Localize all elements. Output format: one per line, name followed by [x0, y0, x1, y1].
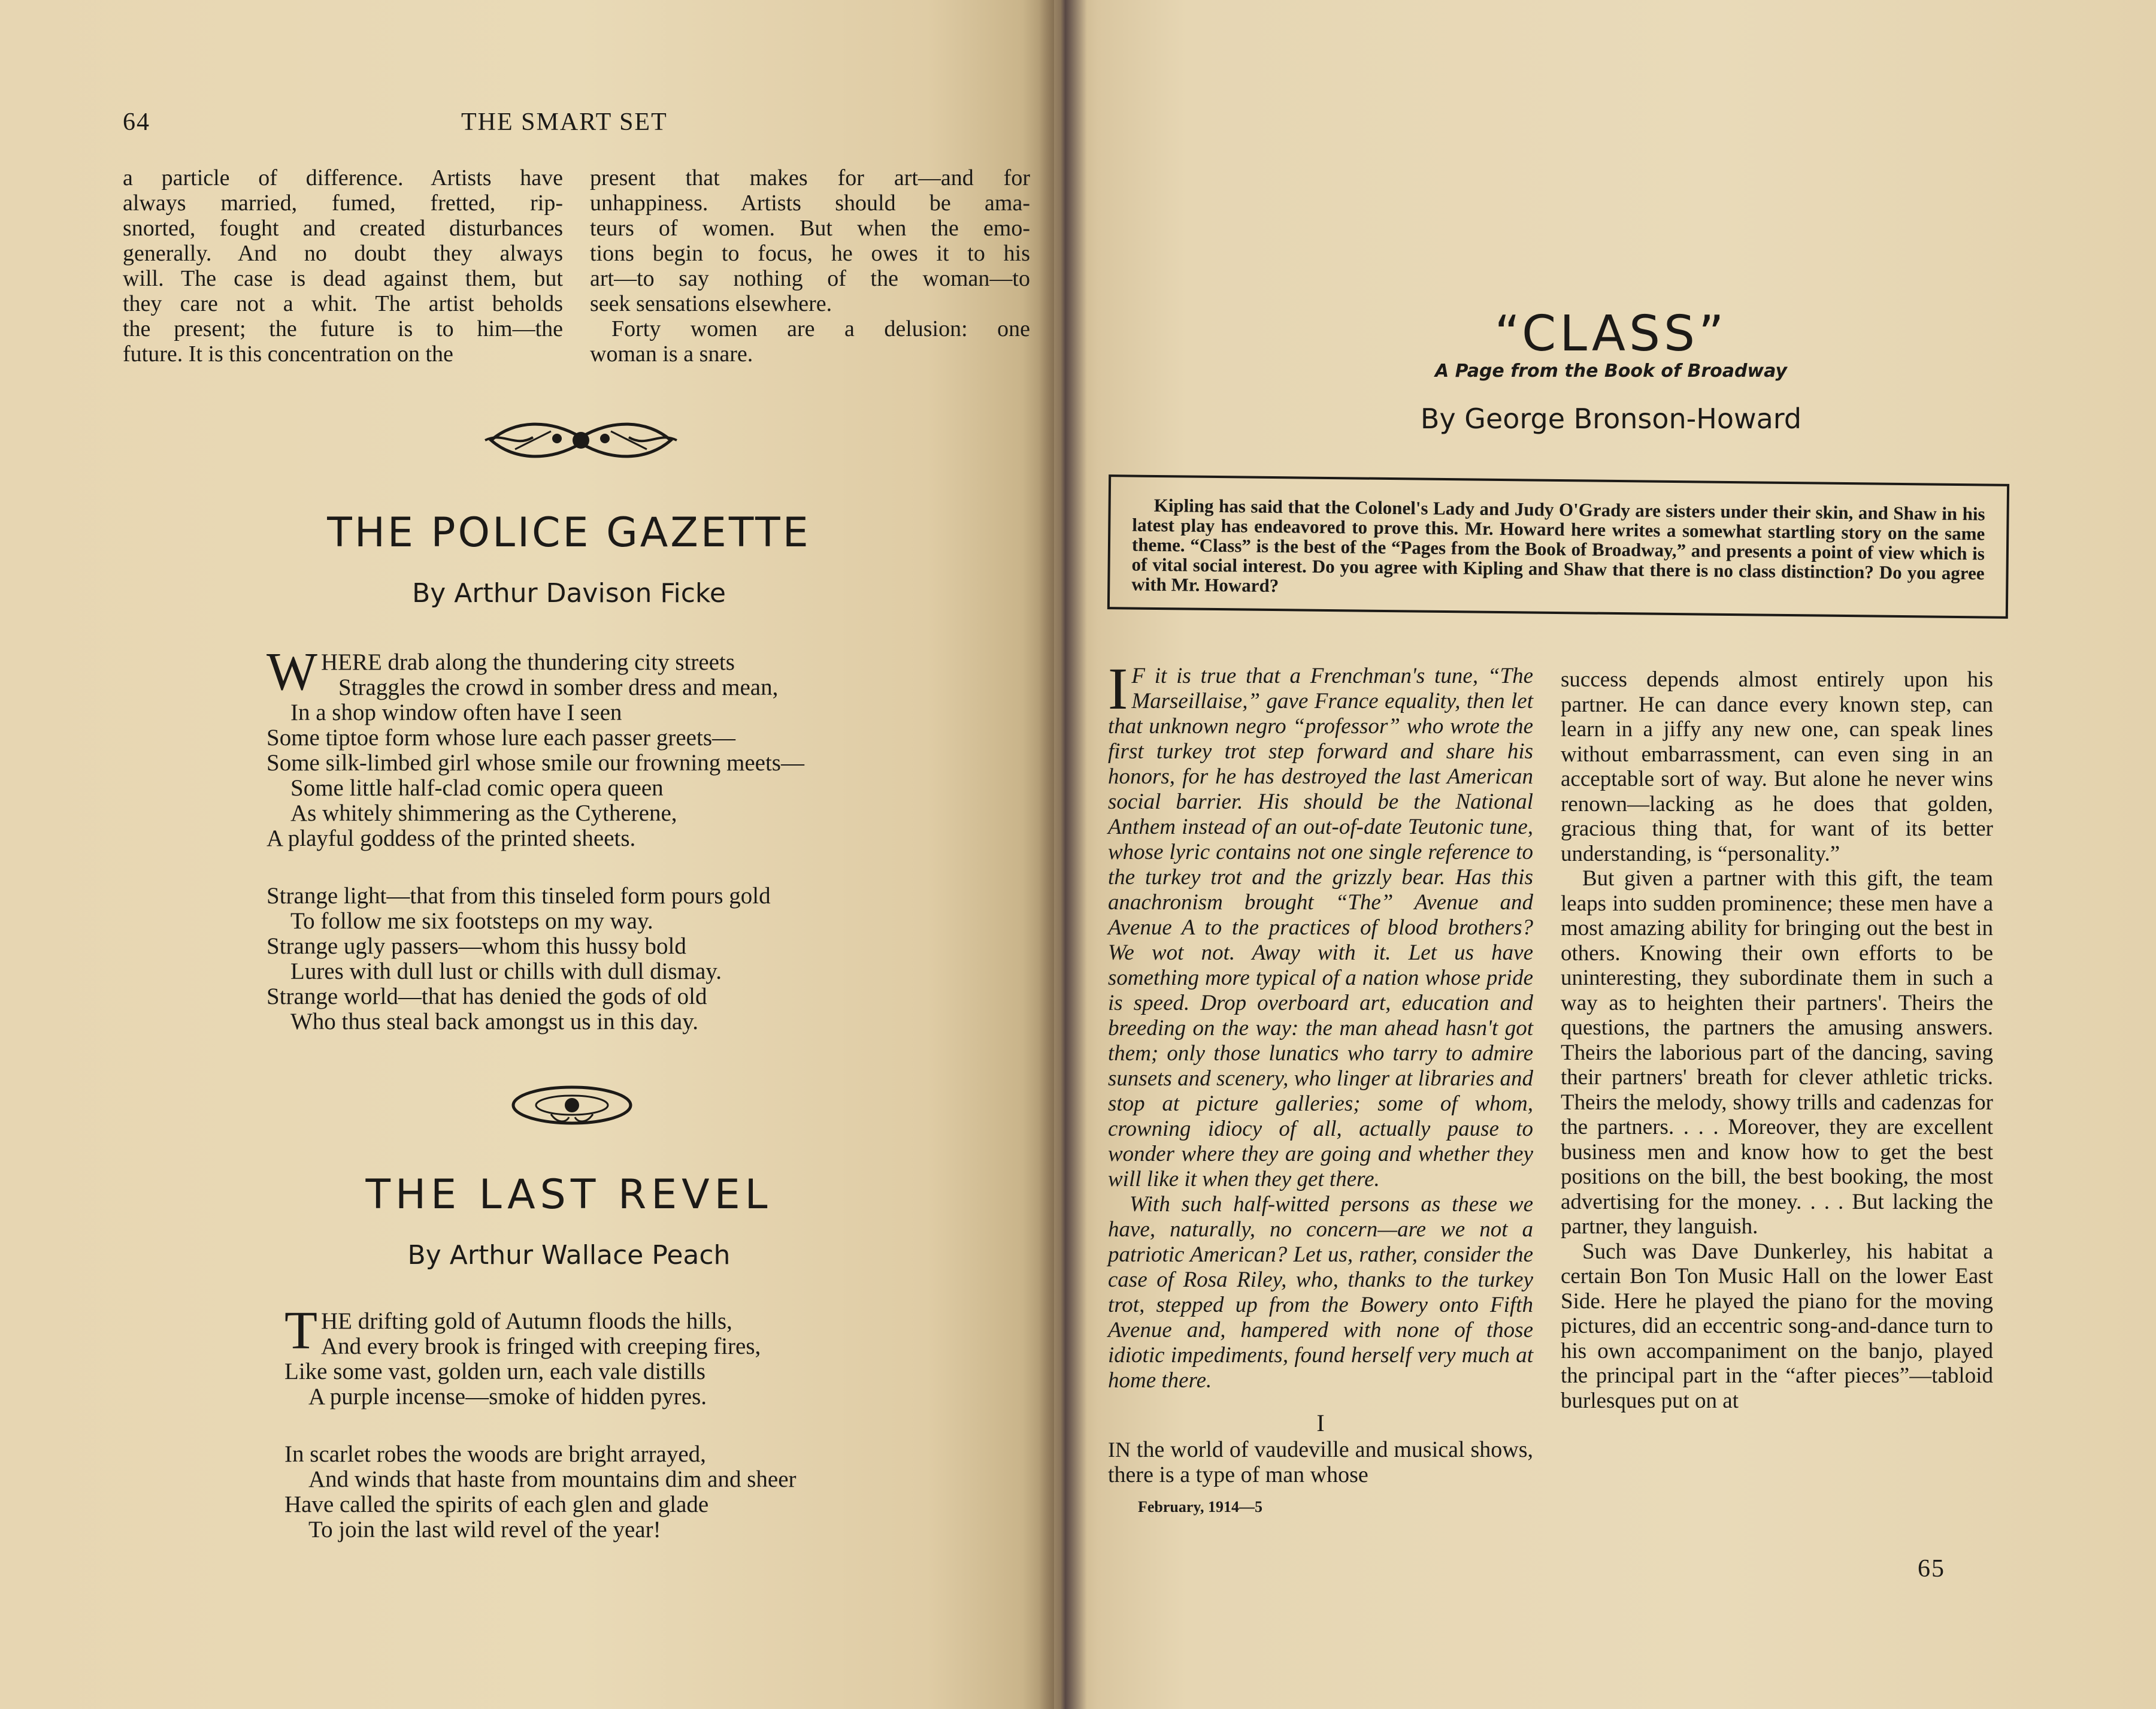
- prose-column-2: [590, 165, 1030, 367]
- prose-line: art—to say nothing of the woman—to: [590, 266, 1030, 291]
- poem1-line: Who thus steal back amongst us in this day.: [290, 1009, 698, 1035]
- poem1-line: Straggles the crowd in somber dress and mean,: [338, 674, 779, 700]
- prose-line: seek sensations elsewhere.: [590, 291, 832, 316]
- ornament-divider-2: [509, 1081, 635, 1129]
- prose-line: woman is a snare.: [590, 341, 753, 367]
- story-byline: By George Bronson-Howard: [1420, 403, 1802, 435]
- poem1-line: In a shop window often have I seen: [290, 700, 622, 725]
- prose-line: they care not a whit. The artist beholds: [123, 291, 563, 316]
- poem1-dropcap: W: [267, 642, 317, 701]
- section-opening-text: the world of vaudeville and musical shows, there is a type of man whose: [1108, 1437, 1533, 1487]
- footer-note: February, 1914—5: [1138, 1498, 1262, 1516]
- poem1-line: Strange world—that has denied the gods of old: [267, 984, 707, 1009]
- section-opening: [1108, 1437, 1533, 1487]
- prose-line: the present; the future is to him—the: [123, 316, 563, 341]
- poem1-title: THE POLICE GAZETTE: [327, 509, 811, 556]
- running-head: THE SMART SET: [461, 108, 668, 136]
- prose-line: present that makes for art—and for: [590, 165, 1030, 190]
- poem2-title: THE LAST REVEL: [365, 1171, 773, 1218]
- section-opening-small-caps: IN: [1108, 1438, 1131, 1462]
- story-column-1: [1108, 655, 1533, 1516]
- section-numeral: I: [1316, 1409, 1325, 1436]
- poem2-first-line: HE drifting gold of Autumn floods the hills,: [320, 1308, 732, 1334]
- prose-column-1: [123, 165, 563, 367]
- story-intro-text-2: With such half-witted persons as these we have, naturally, no concern—are we not a patriotic American? Let us, rather, consider the case of Rosa Riley, who, thanks to the turkey trot, stepped up from the Bowery onto Fifth Avenue and, hampered with none of those idiotic impediments, found herself very much at home there.: [1108, 1192, 1533, 1393]
- prose-line: unhappiness. Artists should be ama-: [590, 190, 1030, 216]
- story-subtitle: A Page from the Book of Broadway: [1434, 361, 1788, 382]
- poem2-byline: By Arthur Wallace Peach: [407, 1240, 731, 1271]
- book-gutter: [1039, 0, 1087, 1709]
- prose-line: teurs of women. But when the emo-: [590, 216, 1030, 241]
- prose-line: future. It is this concentration on the: [123, 341, 453, 367]
- story-dropcap: I: [1108, 655, 1128, 722]
- right-page: [1054, 0, 2156, 1709]
- poem1-line: As whitely shimmering as the Cytherene,: [290, 800, 677, 826]
- poem1-line: Strange ugly passers—whom this hussy bold: [267, 933, 686, 959]
- poem2-line: A purple incense—smoke of hidden pyres.: [308, 1384, 707, 1409]
- left-page: [0, 0, 1054, 1709]
- story-title: “CLASS”: [1494, 305, 1728, 362]
- poem2-line: To join the last wild revel of the year!: [308, 1517, 661, 1542]
- poem1-byline: By Arthur Davison Ficke: [412, 578, 726, 609]
- poem1-line: Strange light—that from this tinseled form pours gold: [267, 883, 771, 909]
- editor-note-text: Kipling has said that the Colonel's Lady and Judy O'Grady are sisters under their skin, and Shaw in his latest play has endeavored to prove this. Mr. Howard here writes a somewhat startling story on the same theme. “Class” is the best of the “Pages from the Book of Broadway,” and presents a point of view which is of vital social interest. Do you agree with Kipling and Shaw that there is no class distinction? Do you agree with Mr. Howard?: [1131, 494, 1985, 597]
- prose-line: will. The case is dead against them, but: [123, 266, 563, 291]
- prose-line: generally. And no doubt they always: [123, 241, 563, 266]
- prose-column-1-lines: [123, 165, 563, 367]
- story-column-2: [1561, 667, 1993, 1413]
- poem1-line: Lures with dull lust or chills with dull dismay.: [290, 958, 722, 984]
- story-intro-text: F it is true that a Frenchman's tune, “The Marseillaise,” gave France equality, then let that unknown negro “professor” who wrote the first turkey trot step forward and share his honors, for he has destroyed the last American social barrier. His should be the National Anthem instead of an out-of-date Teutonic tune, whose lyric contains not one single reference to the turkey trot and the grizzly bear. Has this anachronism brought “The” Avenue and Avenue A to the practices of blood brothers? We wot not. Away with it. Let us have something more typical of a nation whose pride is speed. Drop overboard art, education and breeding on the way: the man ahead hasn't got them; only those lunatics who tarry to admire sunsets and scenery, who linger at libraries and stop at picture galleries; some of whom, crowning idiocy of all, actually pause to wonder where they are going and whether they will like it when they get there.: [1108, 664, 1533, 1191]
- story-paragraph: success depends almost entirely upon his partner. He can dance every known step, can learn in a jiffy any new one, can speak lines without embarrassment, can even sing in an acceptable sort of way. But alone he never wins renown—lacking as he does that golden, gracious thing that, for want of its better understanding, is “personality.”: [1561, 667, 1993, 866]
- ornament-divider-1: [479, 413, 683, 467]
- page-number-left: 64: [123, 108, 150, 136]
- prose-line: tions begin to focus, he owes it to his: [590, 241, 1030, 266]
- poem1-line: A playful goddess of the printed sheets.: [267, 825, 636, 851]
- prose-line: snorted, fought and created disturbances: [123, 216, 563, 241]
- story-paragraph: Such was Dave Dunkerley, his habitat a certain Bon Ton Music Hall on the lower East Side. Here he played the piano for the moving pictures, did an eccentric song-and-dance turn to his own accompaniment on the banjo, played the principal part in the “after pieces”—tabloid burlesques put on at: [1561, 1239, 1993, 1413]
- poem1-line: Some tiptoe form whose lure each passer greets—: [267, 725, 736, 751]
- prose-column-2-lines: [590, 165, 1030, 367]
- poem2-line: In scarlet robes the woods are bright arrayed,: [284, 1441, 706, 1467]
- poem1-body: [267, 642, 949, 1035]
- prose-line: always married, fumed, fretted, rip-: [123, 190, 563, 216]
- poem2-dropcap: T: [284, 1301, 317, 1360]
- prose-line: a particle of difference. Artists have: [123, 165, 563, 190]
- poem2-line: Have called the spirits of each glen and glade: [284, 1492, 709, 1517]
- editor-note-box: [1107, 474, 2009, 619]
- poem2-line: And winds that haste from mountains dim and sheer: [308, 1466, 797, 1492]
- poem1-first-line: HERE drab along the thundering city streets: [320, 649, 735, 675]
- poem2-line: And every brook is fringed with creeping fires,: [320, 1333, 761, 1359]
- poem1-line: Some silk-limbed girl whose smile our frowning meets—: [267, 750, 804, 776]
- prose-line: Forty women are a delusion: one: [611, 316, 1030, 341]
- poem1-line: To follow me six footsteps on my way.: [290, 908, 653, 934]
- story-paragraph: But given a partner with this gift, the team leaps into sudden prominence; these men have a most amazing ability for bringing out the best in others. Knowing their own efforts to be uninteresting, they subordinate them in such a way as to heighten their partners'. Theirs the questions, the partners the amusing answers. Theirs the laborious part of the dancing, saving their partners' breath for clever athletic tricks. Theirs the melody, showy trills and cadenzas for the partners. . . . Moreover, they are excellent business men and know how to get the best positions on the bill, the best booking, the most advertising for the money. . . . But lacking the partner, they languish.: [1561, 866, 1993, 1239]
- poem1-line: Some little half-clad comic opera queen: [290, 775, 664, 801]
- page-number-right: 65: [1918, 1555, 1945, 1583]
- poem2-line: Like some vast, golden urn, each vale distills: [284, 1359, 705, 1384]
- poem2-body: [284, 1301, 967, 1542]
